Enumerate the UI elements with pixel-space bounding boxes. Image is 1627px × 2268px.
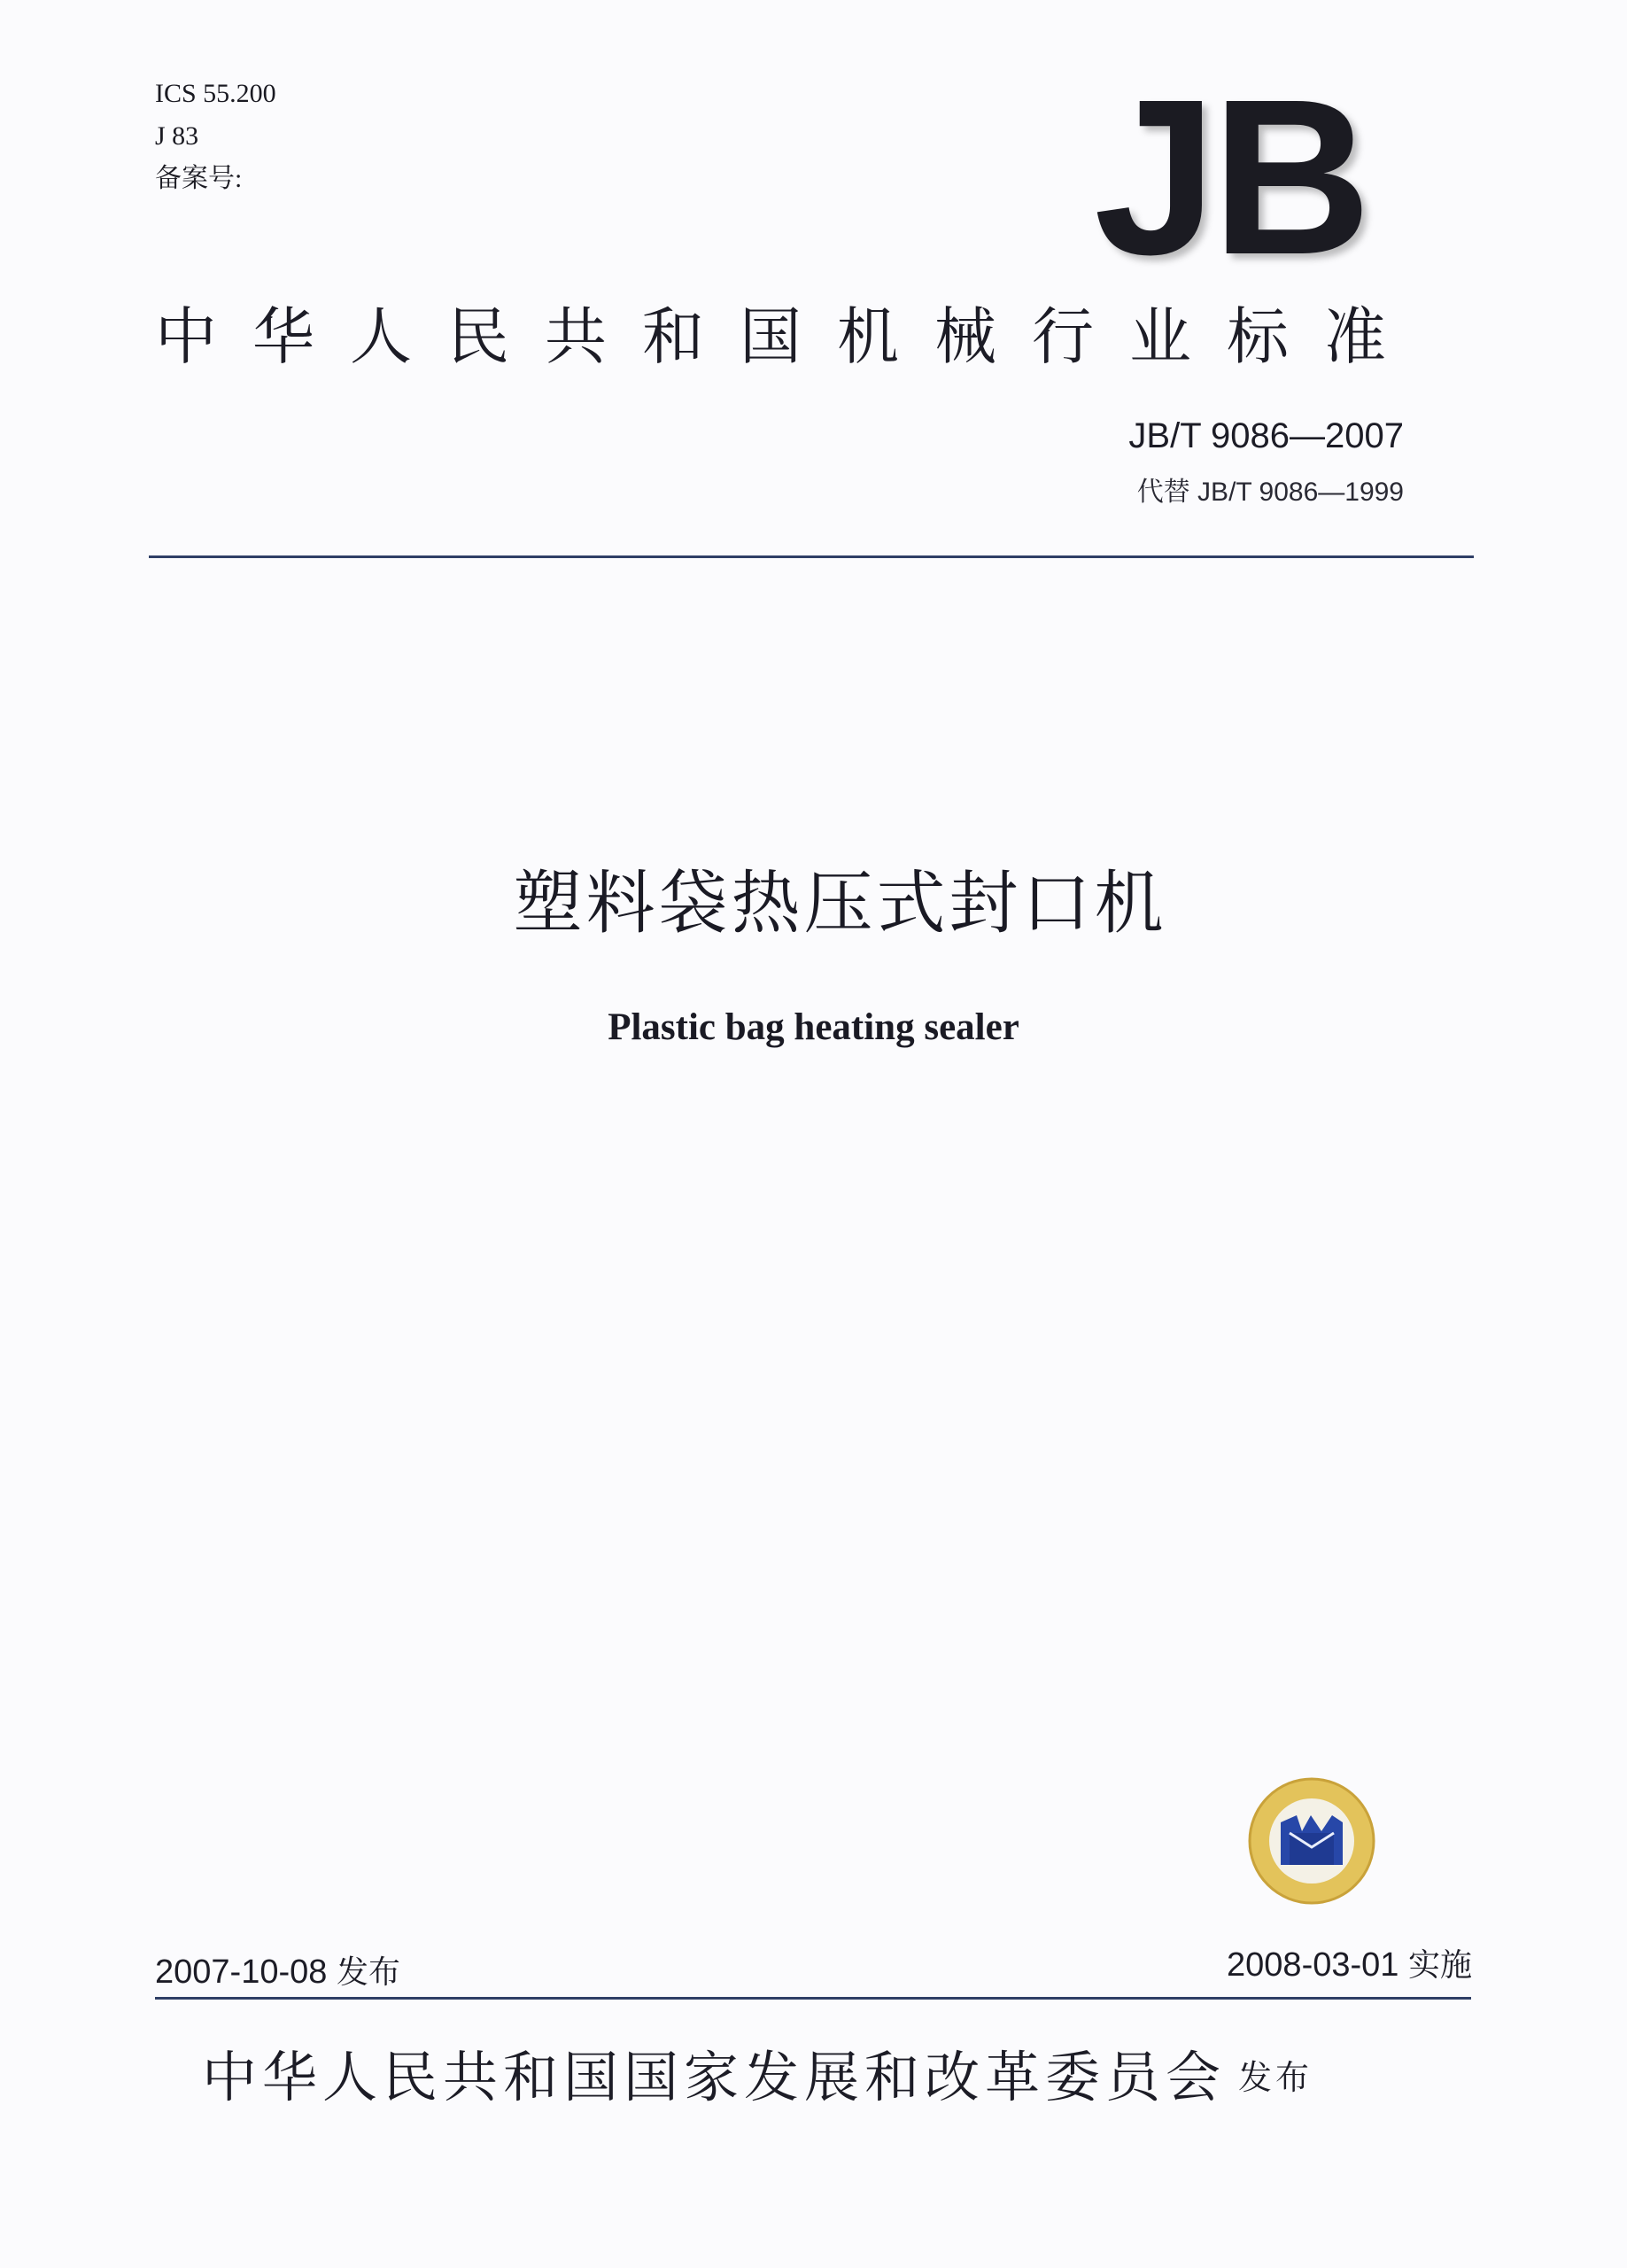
top-divider — [149, 555, 1474, 558]
publisher-seal-icon — [1247, 1776, 1376, 1906]
issue-date — [155, 1947, 400, 1992]
publisher-line — [202, 2038, 1313, 2117]
issue-date-value: 2007-10-08 — [155, 1953, 328, 1991]
issue-date-label: 发布 — [336, 1954, 400, 1991]
effective-date-label: 实施 — [1407, 1947, 1472, 1984]
classification-block — [155, 73, 276, 200]
ics-code: ICS 55.200 — [155, 79, 276, 108]
document-title-english: Plastic bag heating sealer — [608, 1006, 1019, 1048]
standard-number: JB/T 9086—2007 — [1128, 416, 1404, 455]
record-number-label: 备案号: — [155, 164, 243, 193]
publisher-verb: 发布 — [1238, 2058, 1313, 2097]
publisher-name: 中华人民共和国国家发展和改革委员会 — [202, 2045, 1227, 2109]
document-title-chinese: 塑料袋热压式封口机 — [513, 864, 1167, 944]
effective-date — [1227, 1940, 1472, 1985]
jb-logo: JB — [1094, 53, 1367, 300]
effective-date-value: 2008-03-01 — [1227, 1946, 1399, 1984]
bottom-divider — [155, 1997, 1471, 2000]
ccs-code: J 83 — [155, 121, 199, 151]
replaces-note: 代替 JB/T 9086—1999 — [1136, 478, 1404, 507]
industry-standard-title: 中华人民共和国机械行业标准 — [155, 300, 1422, 373]
